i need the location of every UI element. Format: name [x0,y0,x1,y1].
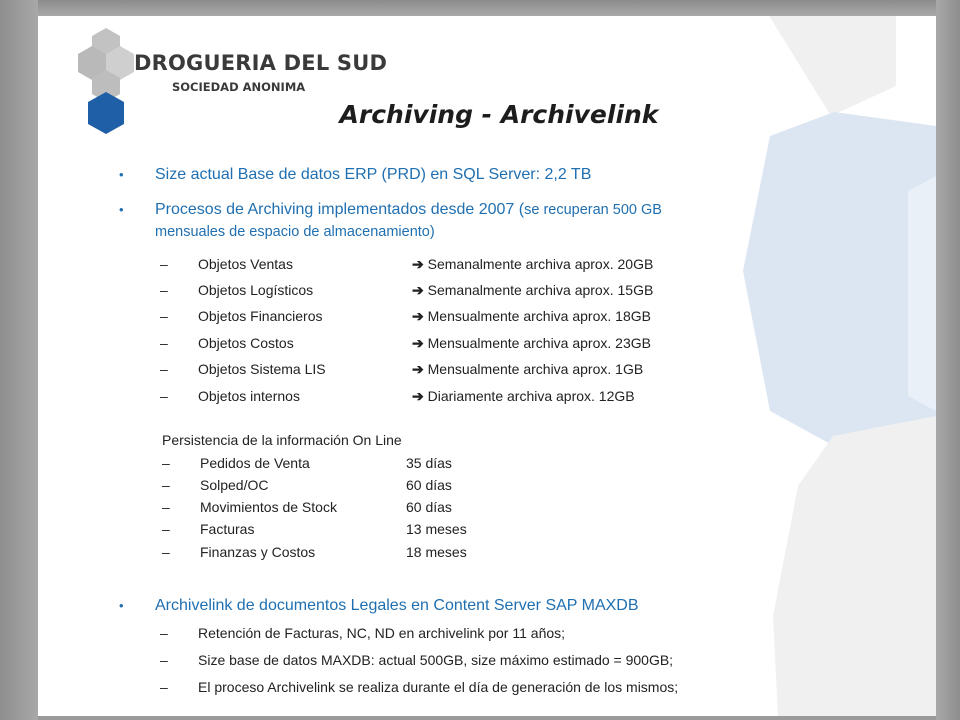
dash-symbol: – [162,477,170,493]
objeto-item [160,281,654,299]
objeto-name: Objetos Logísticos [198,282,314,298]
bullet-symbol: • [119,202,124,217]
dash-symbol: – [160,361,168,377]
objeto-freq: Semanalmente archiva aprox. 15GB [427,282,654,298]
objeto-item [160,255,654,273]
objeto-name: Objetos Ventas [198,256,293,272]
dash-symbol: – [160,388,168,404]
persistencia-value: 60 días [406,499,452,515]
logo-company-name: DROGUERIA DEL SUD [134,51,388,75]
persistencia-item [162,476,452,494]
arrow-right-icon: ➔ [412,335,424,351]
persistencia-item [162,520,467,538]
persistencia-value: 35 días [406,455,452,471]
frame-top [0,0,960,16]
objeto-item [160,307,651,325]
bullet-text: Size actual Base de datos ERP (PRD) en SQL Server: 2,2 TB [155,166,592,183]
objeto-name: Objetos Sistema LIS [198,361,326,377]
archivelink-item [160,624,566,642]
persistencia-heading: Persistencia de la información On Line [162,432,402,448]
persistencia-name: Movimientos de Stock [200,499,337,515]
bullet-text: Procesos de Archiving implementados desde 2007 ( [155,201,525,218]
persistencia-name: Pedidos de Venta [200,455,310,471]
persistencia-item [162,543,467,561]
persistencia-value: 13 meses [406,521,467,537]
objeto-item [160,387,635,405]
bullet-text-small: se recuperan 500 GB [524,202,662,218]
objeto-freq: Diariamente archiva aprox. 12GB [427,388,635,404]
objeto-freq: Mensualmente archiva aprox. 23GB [427,335,651,351]
dash-symbol: – [162,499,170,515]
archivelink-item [160,651,674,669]
slide [38,16,936,716]
objeto-freq: Mensualmente archiva aprox. 18GB [427,308,651,324]
bullet-size-actual [119,164,795,186]
objeto-freq: Semanalmente archiva aprox. 20GB [427,256,654,272]
archivelink-text: Size base de datos MAXDB: actual 500GB, size máximo estimado = 900GB; [198,652,674,668]
slide-title: Archiving - Archivelink [339,100,659,129]
logo-subtitle: SOCIEDAD ANONIMA [172,80,306,94]
objeto-name: Objetos internos [198,388,300,404]
bullet-procesos [119,199,835,243]
persistencia-item [162,454,452,472]
bullet-text: Archivelink de documentos Legales en Content Server SAP MAXDB [155,597,639,614]
objeto-item [160,360,644,378]
archivelink-item [160,678,679,696]
arrow-right-icon: ➔ [412,361,424,377]
objeto-item [160,334,651,352]
archivelink-text: Retención de Facturas, NC, ND en archivelink por 11 años; [198,625,566,641]
persistencia-value: 60 días [406,477,452,493]
dash-symbol: – [160,652,168,668]
persistencia-name: Finanzas y Costos [200,544,316,560]
bullet-text-line2: mensuales de espacio de almacenamiento) [155,224,435,240]
dash-symbol: – [160,625,168,641]
bullet-symbol: • [119,598,124,613]
dash-symbol: – [162,521,170,537]
persistencia-value: 18 meses [406,544,467,560]
objeto-name: Objetos Financieros [198,308,323,324]
frame-left [0,0,38,720]
dash-symbol: – [160,256,168,272]
bullet-archivelink [119,595,855,617]
arrow-right-icon: ➔ [412,256,424,272]
archivelink-text: El proceso Archivelink se realiza durante el día de generación de los mismos; [198,679,679,695]
persistencia-name: Solped/OC [200,477,269,493]
arrow-right-icon: ➔ [412,282,424,298]
frame-right [936,0,960,720]
dash-symbol: – [160,282,168,298]
persistencia-item [162,498,452,516]
dash-symbol: – [160,679,168,695]
arrow-right-icon: ➔ [412,388,424,404]
arrow-right-icon: ➔ [412,308,424,324]
dash-symbol: – [162,544,170,560]
dash-symbol: – [160,335,168,351]
hexagon-shape [743,112,936,446]
dash-symbol: – [162,455,170,471]
objeto-name: Objetos Costos [198,335,294,351]
persistencia-name: Facturas [200,521,255,537]
dash-symbol: – [160,308,168,324]
bullet-symbol: • [119,167,124,182]
objeto-freq: Mensualmente archiva aprox. 1GB [427,361,644,377]
